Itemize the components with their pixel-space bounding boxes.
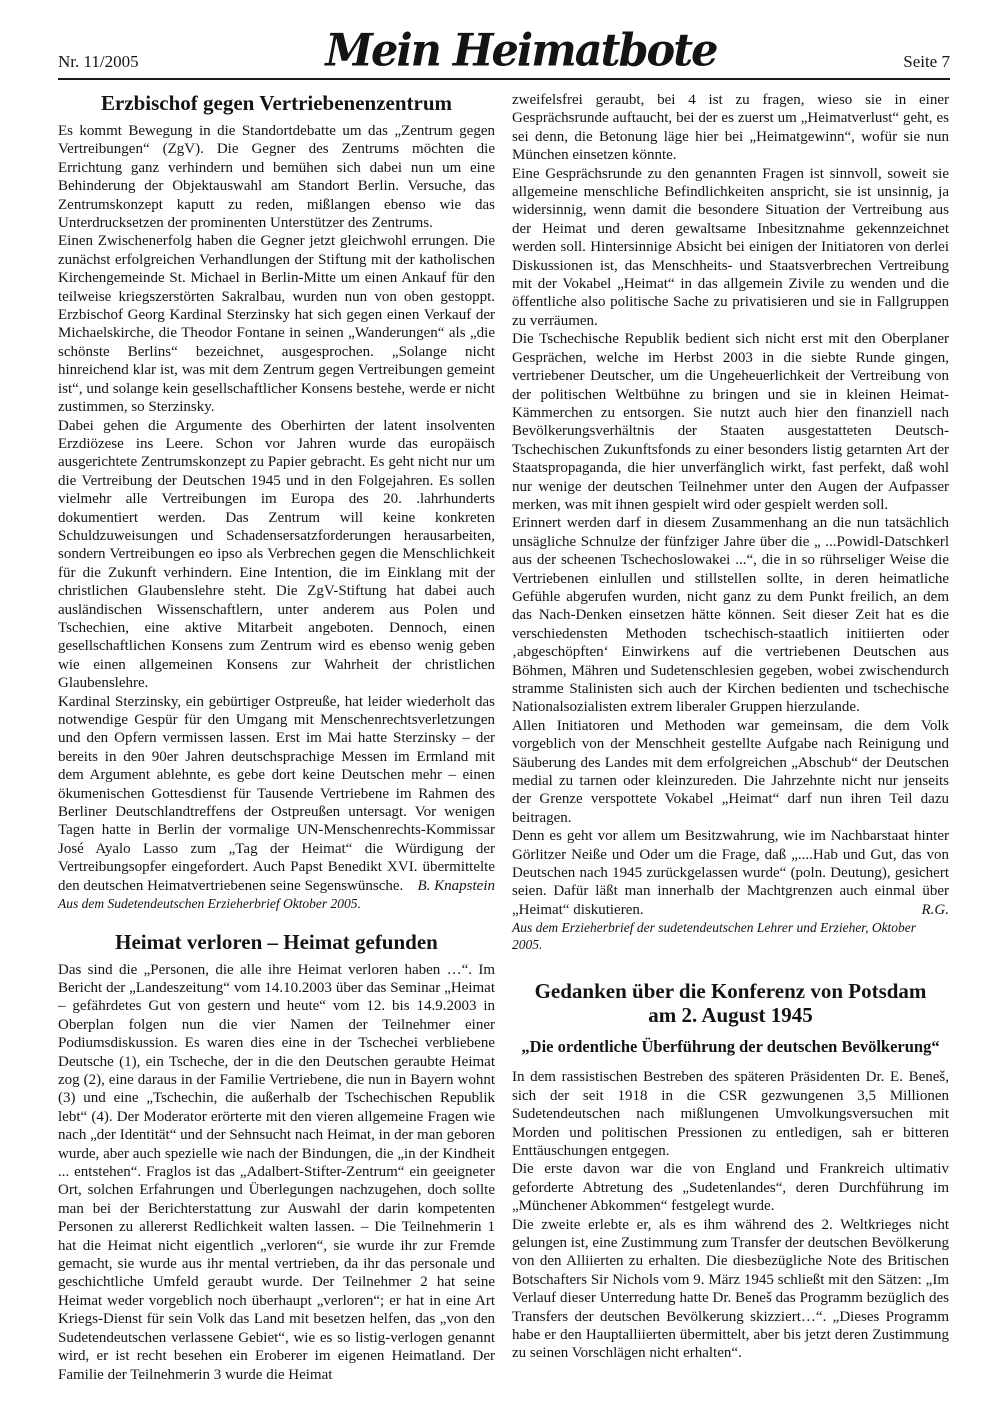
article1-source: Aus dem Sudetendeutschen Erzieherbrief Oktober 2005. (58, 896, 361, 912)
left-column (58, 91, 495, 1384)
article1-title: Erzbischof gegen Vertriebenenzentrum (100, 91, 453, 115)
article2-source: Aus dem Erzieherbrief der sudetendeutschen Lehrer und Erzieher, Oktober 2005. (512, 920, 917, 952)
article1-paragraph: Einen Zwischenerfolg haben die Gegner jetzt gleichwohl errungen. Die zunächst erfolgreichen Verhandlungen der Stiftung mit der katholischen Kirchengemeinde St. Michael in Berlin-Mitte um einen Ankauf für den teilweise kriegszerstörten Sakralbau, wurden nun von oben gestoppt. Erzbischof Georg Kardinal Sterzinsky hat sich gegen einen Verkauf der Michaelskirche, die Theodor Fontane in seinen „Wanderungen“ als „die schönste Berlins“ bezeichnet, ausgesprochen. „Solange nicht hinreichend klar ist, was mit dem Zentrum gegen Vertreibungen gemeint ist“, und solange kein gesellschaftlicher Konsens bestehe, werde er nicht zustimmen, so Sterzinsky. (58, 233, 495, 416)
article1-signature: B. Knapstein (417, 877, 495, 894)
article3-title-line1: Gedanken über die Konferenz von Potsdam (534, 979, 927, 1004)
article2-signature: R.G. (921, 901, 949, 918)
article-erzbischof (58, 91, 495, 913)
article2-paragraph: Allen Initiatoren und Methoden war gemeinsam, die dem Volk vorgeblich von der Menschheit gestellte Aufgabe nach Reinigung und Säuberung des Landes mit dem erfolgreichen „Abschub“ der Deutschen medial zu tarnen oder kleinzureden. Die Jahrzehnte nicht nur jenseits der Grenze verspottete Vokabel „Heimat“ darf nun ihren Teil dazu beitragen. (512, 717, 949, 826)
two-column-body (58, 91, 950, 1384)
article2-paragraph: zweifelsfrei geraubt, bei 4 ist zu fragen, wieso sie in einer Gesprächsrunde auftaucht, bei der es zuerst um „Heimatverlust“ geht, es sei denn, die Betonung läge hier bei „Heimatgewinn“, wofür sie nun München einsetzen könnte. (512, 92, 949, 164)
article2-paragraph: Eine Gesprächsrunde zu den genannten Fragen ist sinnvoll, soweit sie allgemeine menschliche Befindlichkeiten anspricht, sie ist unsinnig, ja widersinnig, wenn damit die besondere Situation der Vertreibung aus der Heimat und deren gewaltsame Inbesitznahme gekennzeichnet werden soll. Hintersinnige Absicht bei einigen der Initiatoren von derlei Diskussionen ist, das Menschheits- und Staatsverbrechen Vertreibung mit der Vokabel „Heimat“ in das allgemein Zivile zu wenden und die öffentliche also politische Sache zu privatisieren und sie in Fallgruppen zu verräumen. (512, 165, 949, 329)
masthead-title: Mein Heimatbote (325, 25, 717, 78)
article3-paragraph: Die zweite erlebte er, als es ihm während des 2. Weltkrieges nicht gelungen ist, eine Zustimmung zum Transfer der deutschen Bevölkerung von den Alliierten zu erhalten. Die diesbezügliche Note des Britischen Botschafters Sir Nichols vom 9. März 1945 schließt mit den Sätzen: „Im Verlauf dieser Unterredung hatte Dr. Beneš das Programm bezüglich des Transfers der deutschen Bevölkerung skizziert…“. „Dieses Programm habe er den Hauptalliierten übermittelt, aber bis jetzt deren Zustimmung zu seinen Vorschlägen nicht erhalten“. (512, 1216, 949, 1362)
article2-title: Heimat verloren – Heimat gefunden (115, 929, 438, 954)
article1-last-paragraph (58, 693, 495, 895)
article2-last-paragraph (512, 827, 949, 919)
article2-paragraph: Die Tschechische Republik bedient sich nicht erst mit den Oberplaner Gesprächen, welche im Herbst 2003 in die siebte Runde gingen, vertriebener Deutscher, um die Ungeheuerlichkeit der Vertreibung von der politischen Weltbühne zu bringen und sie in kleinen Heimat-Kämmerchen zu entsorgen. Sie nutzt auch hier den finanziell nach Bevölkerungsverhältnis der Staaten ausgestatteten Deutsch-Tschechischen Zukunftsfonds zu einer besonders listig getarnten Art der Staatspropaganda, die hier unverfänglich wirkt, fast perfekt, daß wohl nur wenige der deutschen Teilnehmer unter den Augen der Aufpasser merken, was mit ihnen gespielt wird oder gespielt werden soll. (512, 331, 949, 513)
article2-paragraph-text: Denn es geht vor allem um Besitzwahrung, wie im Nachbarstaat hinter Görlitzer Neiße und Oder um die Frage, daß „....Hab und Gut, das von Deutschen nach 1945 zurückgelassen wurde“ (poln. Deutung), gesichert seien. Dafür läßt man innerhalb der Machtgrenzen auch einmal über „Heimat“ diskutieren. (512, 828, 949, 918)
article1-paragraph: Dabei gehen die Argumente des Oberhirten der latent insolventen Erzdiözese ins Leere. Schon vor Jahren wurde das europäisch ausgerichtete Zentrumskonzept zu Papier gebracht. Es geht nicht nur um die Vertreibung der Deutschen 1945 und in den Folgejahren. Es sollen vielmehr alle Vertreibungen im Europa des 20. .lahrhunderts dokumentiert werden. Das Zentrum will keine konkreten Schuldzuweisungen und Schadensersatzforderungen herausarbeiten, sondern Vertreibungen eo ipso als Verbrechen gegen die Menschlichkeit für die Zukunft verhindern. Eine Intention, die im Einklang mit der christlichen Glaubenslehre steht. Die ZgV-Stiftung hat dabei auch ausländischen Wissenschaftlern, unter anderem aus Polen und Tschechien, eine aktive Mitarbeit angeboten. Dennoch, einen gesellschaftlichen Konsens zum Zentrum wird es ebenso wenig geben wie einen allgemeinen Konsens zur Wahrheit der christlichen Glaubenslehre. (58, 417, 495, 692)
article2-paragraph: Das sind die „Personen, die alle ihre Heimat verloren haben …“. Im Bericht der „Landeszeitung“ vom 14.10.2003 über das Seminar „Heimat – gefährdetes Gut von gestern und heute“ vom 12. bis 14.9.2003 in Oberplan folgen nun die vier Namen der Teilnehmer einer Podiumsdiskussion. Es waren dies eine in der Tschechei verbliebene Deutsche (1), ein Tscheche, der in die den Deutschen geraubte Heimat zog (2), eine daraus in der Familie Vertriebene, die nun in Bayern wohnt (3) und eine „Tschechin, die außerhalb der Tschechischen Republik lebt“ (4). Der Moderator erörterte mit den vieren allgemeine Fragen wie nach „der Identität“ und der Sehnsucht nach Heimat, in der man geboren wurde, aber auch spezielle wie nach der Bindungen, die „in der Kindheit ... entstehen“. Fraglos ist das „Adalbert-Stifter-Zentrum“ ein geeigneter Ort, solchen Erfahrungen und Überlegungen nachzugehen, doch sollte man bei der Berichterstattung zur Auswahl der darin kompetenten Personen zu allererst Redlichkeit walten lassen. – Die Teilnehmerin 1 hat die Heimat nicht eigentlich „verloren“, sie wurde ihr zur Fremde gemacht, sie wurde aus ihr mental vertrieben, da ihr das personale und geschichtliche Umfeld geraubt wurde. Der Teilnehmer 2 hat seine Heimat weder vorgeblich noch überhaupt „verloren“; er hat in eine Art Kriegs-Dienst für sein Volk das Land mit besetzen helfen, das „von den Sudetendeutschen verlassene Gebiet“, wie es so listig-verlogen genannt wird, er ist recht besehen ein Eroberer im eigenen Heimatland. Der Familie der Teilnehmerin 3 wurde die Heimat (58, 961, 495, 1383)
article-potsdam (512, 979, 949, 1363)
article-heimat-verloren-continued (512, 91, 949, 953)
page-number: Seite 7 (903, 52, 950, 71)
article3-title (512, 979, 949, 1027)
right-column (512, 91, 949, 1384)
article1-paragraph-text: Kardinal Sterzinsky, ein gebürtiger Ostpreuße, hat leider wiederholt das notwendige Gespür für den Umgang mit Menschenrechtsverletzungen und den Opfern vermissen lassen. Erst im Mai hatte Sterzinsky – der bereits in den 90er Jahren deutschsprachige Messen im Ermland mit dem Argument ablehnte, es gebe dort keine Deutschen mehr – einen ökumenischen Gottesdienst für Tausende Vertriebene im Rahmen des Berliner Deutschlandtreffens der Ostpreußen untersagt. Vor wenigen Tagen hatte in Berlin der vormalige UN-Menschenrechts-Kommissar José Ayalo Lasso zum „Tag der Heimat“ die Würdigung der Vertreibungsopfer eingefordert. Auch Papst Benedikt XVI. übermittelte den deutschen Heimatvertriebenen seine Segenswünsche. (58, 693, 495, 894)
article-heimat-verloren (58, 930, 495, 1384)
article3-paragraph: Die erste davon war die von England und Frankreich ultimativ geforderte Abtretung des „Sudetenlandes“, deren Durchführung im „Münchener Abkommen“ festgelegt wurde. (512, 1161, 949, 1215)
issue-number: Nr. 11/2005 (58, 52, 139, 71)
page-header (58, 0, 950, 80)
article2-paragraph: Erinnert werden darf in diesem Zusammenhang an die nun tatsächlich unsägliche Schnulze der fünfziger Jahre über die „ ...Powidl-Datschkerl aus der scheenen Tschechoslowakei ...“, die in so rührseliger Weise die Vertriebenen einlullen und stillstellen sollte, in deren heimatliche Gefühle abgerufen wurden, nicht ganz zu dem Punkt freilich, an dem das Nach-Denken einsetzen hätte können. Seit dieser Zeit hat es die verschiedensten Methoden tschechisch-staatlich initiierten oder ‚abgeschöpften‘ Einwirkens auf die vertriebenen Deutschen aus Böhmen, Mähren und Sudetenschlesien gegeben, wobei zwischendurch stramme Stalinisten sich auch der Kirchen bedienten und tschechische Nationalsozialisten extrem liberaler Gruppen hierzulande. (512, 515, 949, 716)
article3-title-line2: am 2. August 1945 (648, 1003, 813, 1028)
article3-paragraph: In dem rassistischen Bestreben des späteren Präsidenten Dr. E. Beneš, sich der seit 1918 in die CSR gezwungenen 3,5 Millionen Sudetendeutschen nach mißlungenen Umvolkungsversuchen mit Morden und politischen Pressionen zu entledigen, sah er bitteren Enttäuschungen entgegen. (512, 1069, 949, 1159)
article3-subtitle: „Die ordentliche Überführung der deutschen Bevölkerung“ (521, 1037, 940, 1057)
article1-paragraph: Es kommt Bewegung in die Standortdebatte um das „Zentrum gegen Vertreibungen“ (ZgV). Die Gegner des Zentrums möchten die Errichtung ganz verhindern und bemühen sich dabei nun um eine Behinderung der Objektauswahl am Standort Berlin. Versuche, das Zentrumskonzept kaputt zu reden, mißlangen ebenso wie das Unterdrucksetzen der prominenten Unterstützer des Zentrums. (58, 123, 495, 232)
